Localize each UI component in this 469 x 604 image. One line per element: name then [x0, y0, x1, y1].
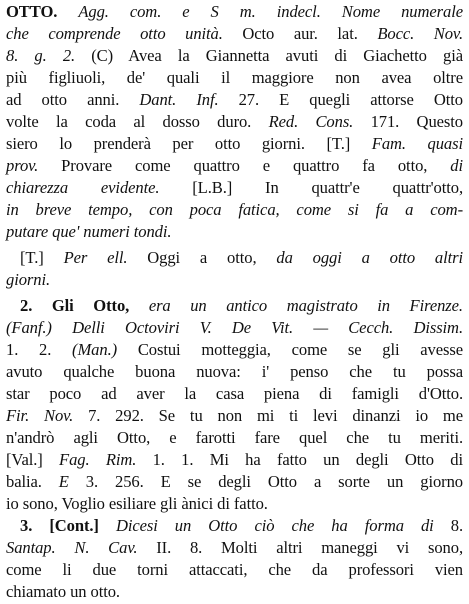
usage-note: prov. [6, 156, 39, 175]
entry-line [6, 536, 463, 560]
example: [L.B.] In quattr'e quattr'otto, [159, 178, 463, 197]
quotation: avuto qualche buona nuova: i' penso che tu possa [6, 362, 463, 381]
quotation: balia. [6, 472, 59, 491]
entry-line [6, 492, 463, 516]
definition: era un antico magistrato in Firenze. [148, 296, 463, 315]
entry-line [6, 268, 463, 292]
quotation: più figliuoli, de' quali il maggiore non avea oltre [6, 68, 463, 87]
entry-line [6, 44, 463, 68]
quotation: io sono, Voglio esiliare gli ànici di fatto. [6, 494, 268, 513]
quotation: 1. 1. Mi ha fatto un degli Otto di [136, 450, 463, 469]
entry-line [6, 154, 463, 178]
quotation: 171. Questo [353, 112, 463, 131]
entry-line [6, 0, 463, 24]
citation-ref: 1. 2. [6, 340, 73, 359]
definition: di [450, 156, 463, 175]
grammar-note: Agg. com. e S m. indecl. Nome numerale [78, 2, 463, 21]
quotation: n'andrò agli Otto, e farotti fare quel che tu meriti. [6, 428, 463, 447]
entry-line [6, 220, 463, 244]
citation-source: Dant. Inf. [139, 90, 219, 109]
quotation: star poco ad aver la casa piena di famigli d'Otto. [6, 384, 463, 403]
citation-source: Fag. Rim. [59, 450, 137, 469]
citation-source: Red. Cons. [268, 112, 354, 131]
quotation: (C) Avea la Giannetta avuti di Giachetto già [75, 46, 463, 65]
citation-source: Bocc. Nov. [377, 24, 464, 43]
entry-line [6, 426, 463, 450]
quotation: II. 8. Molti altri maneggi vi sono, [137, 538, 464, 557]
usage-note: Per ell. [63, 248, 128, 267]
citation-source: E [58, 472, 69, 491]
citation-source: (Fanf.) Delli Octoviri V. De Vit. — Cecch. Dissim. [6, 318, 463, 337]
entry-line [6, 470, 463, 494]
citation-source: Fir. Nov. [6, 406, 74, 425]
example: Provare come quattro e quattro fa otto, [38, 156, 451, 175]
entry-line [20, 246, 463, 270]
entry-line [6, 580, 463, 604]
definition: Dicesi un Otto ciò che ha forma di [115, 516, 434, 535]
quotation: siero lo prenderà per otto giorni. [T.] [6, 134, 372, 153]
definition: che comprende otto unità. [6, 24, 223, 43]
sense-number: 3. [Cont.] [20, 516, 116, 535]
citation-source: Santap. N. Cav. [6, 538, 138, 557]
editor-mark: [Val.] [6, 450, 60, 469]
entry-line [6, 360, 463, 384]
quotation: come li due torni attaccati, che da professori vien [6, 560, 463, 579]
sense-number: 2. [20, 296, 52, 315]
citation-ref: 8. [433, 516, 464, 535]
quotation: 27. E quegli attorse Otto [218, 90, 463, 109]
entry-line [6, 382, 463, 406]
definition: chiarezza evidente. [6, 178, 160, 197]
definition: putare que' numeri tondi. [6, 222, 172, 241]
quotation: 7. 292. Se tu non mi ti levi dinanzi io me [73, 406, 463, 425]
entry-line [6, 198, 463, 222]
entry-line [6, 132, 463, 156]
quotation: chiamato un otto. [6, 582, 120, 601]
citation-source: (Man.) [72, 340, 118, 359]
entry-line [6, 558, 463, 582]
quotation: Costui motteggia, come se gli avesse [117, 340, 463, 359]
entry-line [6, 338, 463, 362]
entry-line [6, 88, 463, 112]
quotation: ad otto anni. [6, 90, 140, 109]
definition: da oggi a otto altri [276, 248, 463, 267]
usage-note: Fam. quasi [371, 134, 463, 153]
entry-line [6, 110, 463, 134]
entry-line [6, 404, 463, 428]
entry-line [6, 448, 463, 472]
definition: giorni. [6, 270, 51, 289]
definition: in breve tempo, con poca fatica, come si fa a com- [6, 200, 463, 219]
sense-headword: Gli Otto, [51, 296, 130, 315]
editor-mark: [T.] [20, 248, 64, 267]
entry-line [6, 66, 463, 90]
entry-line [20, 514, 463, 538]
entry-line [6, 22, 463, 46]
entry-line [6, 176, 463, 200]
example: Oggi a otto, [127, 248, 277, 267]
citation-source: 8. g. 2. [6, 46, 76, 65]
entry-line [20, 294, 463, 318]
quotation: 3. 256. E se degli Otto a sorte un giorno [68, 472, 463, 491]
quotation: volte la coda al dosso duro. [6, 112, 269, 131]
etymology: Octo aur. lat. [222, 24, 378, 43]
headword: OTTO. [6, 2, 58, 21]
entry-line [6, 316, 463, 340]
